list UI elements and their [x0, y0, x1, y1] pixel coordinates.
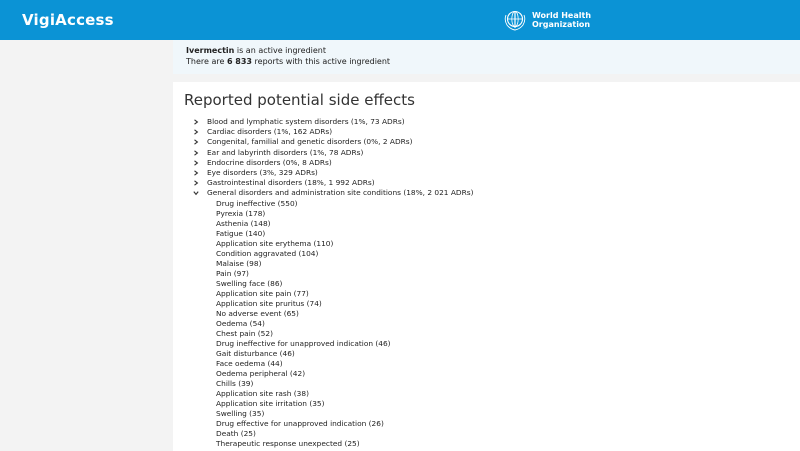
reports-prefix: There are: [186, 57, 227, 66]
side-effect-item: Oedema (54): [216, 318, 265, 328]
side-effect-item: Gait disturbance (46): [216, 348, 295, 358]
category-item[interactable]: [193, 158, 783, 168]
ingredient-suffix: is an active ingredient: [234, 46, 327, 55]
category-item[interactable]: [193, 178, 783, 188]
category-label[interactable]: Cardiac disorders (1%, 162 ADRs): [207, 127, 333, 137]
reports-count: 6 833: [226, 57, 252, 66]
category-label[interactable]: Gastrointestinal disorders (18%, 1 992 ADRs): [207, 178, 375, 188]
who-emblem-icon: [503, 9, 527, 31]
chevron-down-icon[interactable]: [193, 188, 201, 198]
side-effect-item: Chills (39): [216, 378, 254, 388]
side-effect-item: Oedema peripheral (42): [216, 368, 306, 378]
side-effect-item: Application site pruritus (74): [216, 298, 322, 308]
section-title: Reported potential side effects: [184, 91, 415, 109]
category-label[interactable]: Ear and labyrinth disorders (1%, 78 ADRs): [207, 147, 364, 157]
side-effects-list: [193, 117, 783, 449]
side-effect-item: Pain (97): [216, 268, 249, 278]
category-label[interactable]: Blood and lymphatic system disorders (1%, 73 ADRs): [207, 117, 405, 126]
category-item[interactable]: [193, 127, 783, 137]
ingredient-summary: [173, 40, 800, 74]
category-item[interactable]: [193, 117, 783, 127]
category-label[interactable]: General disorders and administration site conditions (18%, 2 021 ADRs): [207, 188, 474, 198]
side-effect-item: Application site irritation (35): [216, 398, 325, 408]
category-item[interactable]: [193, 168, 783, 178]
chevron-right-icon[interactable]: [193, 178, 201, 188]
chevron-right-icon[interactable]: [193, 137, 201, 147]
side-effect-item: Condition aggravated (104): [216, 248, 319, 258]
side-effect-item: Application site erythema (110): [216, 238, 334, 248]
side-effect-item: Swelling (35): [216, 408, 265, 418]
side-effect-item: Pyrexia (178): [216, 208, 266, 218]
category-label[interactable]: Eye disorders (3%, 329 ADRs): [207, 167, 318, 177]
category-item[interactable]: [193, 137, 783, 147]
side-effect-item: Asthenia (148): [216, 218, 271, 228]
side-effect-item: Face oedema (44): [216, 358, 283, 368]
chevron-right-icon[interactable]: [193, 148, 201, 158]
category-label[interactable]: Congenital, familial and genetic disorders (0%, 2 ADRs): [207, 137, 413, 147]
ingredient-line: [186, 45, 326, 56]
main-content: [173, 40, 800, 451]
reports-line: [186, 56, 390, 67]
app-title[interactable]: VigiAccess: [22, 11, 114, 29]
category-children: [193, 199, 783, 449]
side-effect-item: Drug ineffective for unapproved indication (46): [216, 338, 391, 348]
category-item[interactable]: [193, 148, 783, 158]
chevron-right-icon[interactable]: [193, 158, 201, 168]
top-bar: [0, 0, 800, 40]
section-divider: [173, 74, 800, 82]
who-name-line1: World Health: [532, 11, 592, 20]
who-name-line2: Organization: [532, 20, 591, 29]
side-effect-item: Fatigue (140): [216, 228, 266, 238]
side-effect-item: Therapeutic response unexpected (25): [216, 438, 360, 448]
category-item[interactable]: [193, 188, 783, 198]
who-logo[interactable]: [503, 9, 591, 31]
side-effect-item: Application site pain (77): [216, 288, 309, 298]
side-effect-item: Application site rash (38): [216, 388, 309, 398]
reports-suffix: reports with this active ingredient: [252, 57, 391, 66]
side-effect-item: Drug effective for unapproved indication (26): [216, 418, 384, 428]
chevron-right-icon[interactable]: [193, 168, 201, 178]
side-effect-item: Malaise (98): [216, 258, 262, 268]
side-effect-item: Chest pain (52): [216, 328, 273, 338]
side-effect-item: Drug ineffective (550): [216, 198, 298, 208]
chevron-right-icon[interactable]: [193, 117, 201, 127]
side-effect-item: No adverse event (65): [216, 308, 299, 318]
side-effect-item: Death (25): [216, 428, 256, 438]
chevron-right-icon[interactable]: [193, 127, 201, 137]
ingredient-name: Ivermectin: [186, 46, 235, 55]
category-label[interactable]: Endocrine disorders (0%, 8 ADRs): [207, 157, 332, 167]
side-effect-item: Swelling face (86): [216, 278, 283, 288]
